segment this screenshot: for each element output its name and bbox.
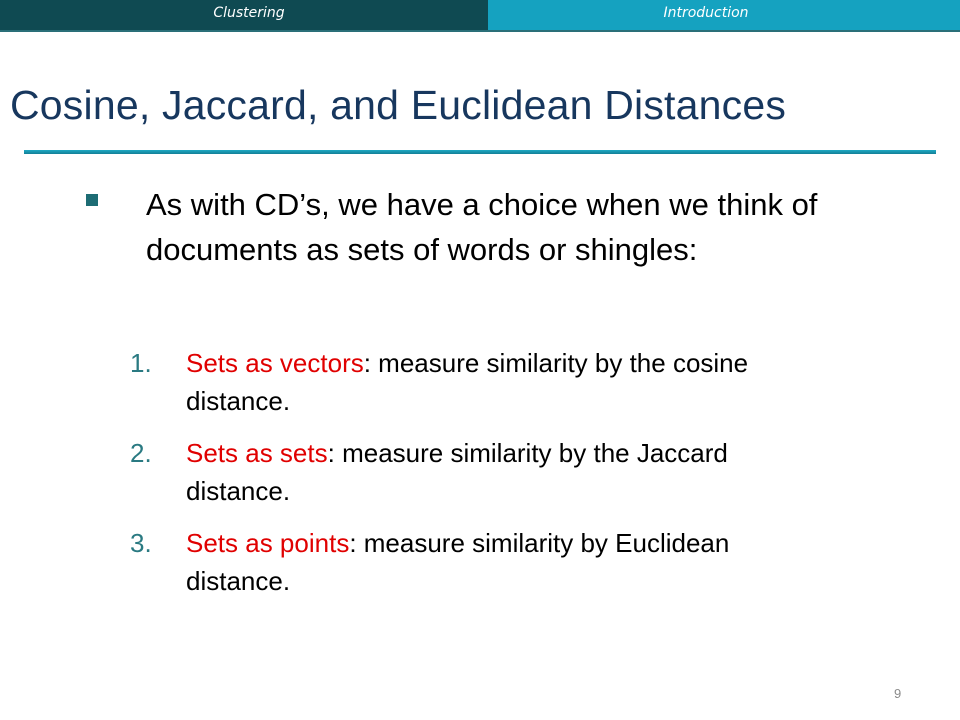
list-item-number: 3. (130, 528, 152, 558)
list-item-rest: : measure similarity by the Jaccard distance. (186, 438, 728, 506)
list-item-number: 2. (130, 438, 152, 468)
header-tab-introduction[interactable] (488, 0, 960, 30)
list-item-highlight: Sets as sets (186, 438, 328, 468)
list-item-number: 1. (130, 348, 152, 378)
main-bullet-text: As with CD’s, we have a choice when we think of documents as sets of words or shingles: (146, 187, 818, 267)
list-item-rest: : measure similarity by the cosine distance. (186, 348, 749, 416)
list-item-rest: : measure similarity by Euclidean distance. (186, 528, 730, 596)
header-tab-clustering[interactable] (0, 0, 488, 30)
title-underline (24, 150, 936, 154)
page-number: 9 (894, 686, 902, 701)
list-item (130, 344, 830, 420)
header-divider (0, 30, 960, 32)
header-tab-clustering-label: Clustering (213, 5, 285, 21)
list-item-text (186, 434, 830, 510)
numbered-list (130, 344, 830, 614)
header-tab-introduction-label: Introduction (663, 5, 749, 21)
list-item (130, 524, 830, 600)
list-item (130, 434, 830, 510)
slide-title: Cosine, Jaccard, and Euclidean Distances (10, 82, 787, 128)
list-item-highlight: Sets as vectors (186, 348, 364, 378)
square-bullet-icon (86, 194, 98, 206)
main-bullet (84, 182, 864, 272)
list-item-text (186, 344, 830, 420)
list-item-text (186, 524, 830, 600)
list-item-highlight: Sets as points (186, 528, 350, 558)
header-bar (0, 0, 960, 30)
